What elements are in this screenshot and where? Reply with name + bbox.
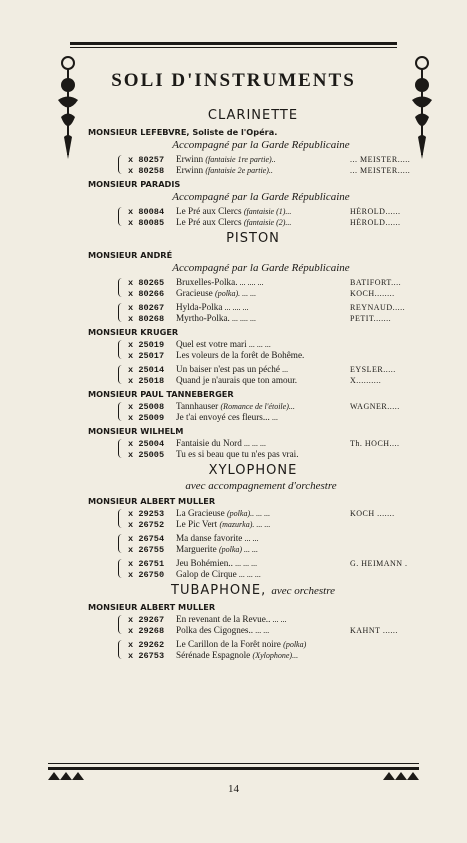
triangle-ornament-icon [48, 772, 84, 780]
top-rule [70, 42, 397, 45]
record-detail: (Romance de l'étoile)... [220, 402, 295, 411]
record-title-text: Quand je n'aurais que ton amour. [176, 374, 298, 385]
brace-icon [118, 439, 125, 458]
section-heading [88, 583, 418, 598]
record-number: x 25004 [128, 439, 165, 449]
record-number: x 25005 [128, 449, 165, 460]
record-pair [88, 639, 418, 660]
section-heading-text: TUBAPHONE, [171, 583, 267, 598]
record-pair [88, 401, 418, 422]
record-row [116, 519, 418, 530]
record-row [116, 614, 418, 625]
record-pair [88, 364, 418, 385]
record-detail: (fantaisie 2e partie).. [205, 165, 273, 175]
record-row [116, 625, 418, 636]
record-detail: (fantaisie 1re partie).. [205, 155, 276, 164]
composer: REYNAUD..... [350, 303, 406, 312]
record-detail: ... .... ... [232, 313, 257, 323]
record-title-text: Je t'ai envoyé ces fleurs... [176, 411, 270, 422]
artist-name: MONSIEUR PARADIS [88, 179, 181, 189]
record-title [176, 544, 350, 554]
brace-icon [118, 509, 125, 528]
record-number: x 29262 [128, 640, 165, 650]
record-title-text: Erwinn [176, 154, 204, 164]
record-title-text: Jeu Bohémien.. [176, 558, 233, 568]
record-row [116, 650, 418, 661]
record-row [116, 350, 418, 361]
record-title [176, 154, 350, 164]
record-number: x 26752 [128, 519, 165, 530]
record-title-text: Myrtho-Polka. [176, 312, 230, 323]
record-title [176, 206, 350, 216]
catalog-listing [88, 104, 418, 664]
composer: G. HEIMANN . [350, 559, 408, 568]
record-row [116, 302, 418, 313]
record-pair [88, 277, 418, 298]
record-row [116, 277, 418, 288]
brace-icon [118, 155, 125, 174]
record-detail: (polka).. ... ... [227, 509, 271, 518]
record-row [116, 544, 418, 555]
record-detail: (fantaisie (1)... [243, 207, 292, 216]
composer: KOCH ....... [350, 509, 395, 518]
section-heading [88, 463, 418, 478]
record-title-text: Le Pré aux Clercs [176, 206, 242, 216]
record-pair [88, 508, 418, 529]
record-title-text: Erwinn [176, 164, 204, 175]
composer: PETIT....... [350, 313, 392, 323]
record-title-text: Les voleurs de la forêt de Bohême. [176, 349, 305, 360]
composer: X.......... [350, 375, 382, 385]
record-row [116, 569, 418, 580]
brace-icon [118, 303, 125, 322]
record-number: x 80084 [128, 207, 165, 217]
record-title [176, 364, 350, 374]
triangle-ornament-icon [383, 772, 419, 780]
record-number: x 25014 [128, 365, 165, 375]
record-pair [88, 206, 418, 227]
composer: Th. HOCH.... [350, 439, 400, 448]
artist-name: MONSIEUR ALBERT MULLER [88, 496, 216, 506]
page-number: 14 [228, 783, 239, 795]
record-row [116, 313, 418, 324]
record-number: x 80258 [128, 165, 165, 176]
record-pair [88, 302, 418, 323]
record-title [176, 650, 350, 660]
record-row [116, 449, 418, 460]
record-row [116, 412, 418, 423]
record-title-text: Le Pic Vert [176, 518, 218, 529]
record-row [116, 206, 418, 217]
record-title-text: Ma danse favorite [176, 533, 243, 543]
composer: KOCH........ [350, 288, 395, 298]
section-heading [88, 108, 418, 123]
composer: EYSLER..... [350, 365, 396, 374]
record-number: x 29268 [128, 625, 165, 636]
artist-name: MONSIEUR KRUGER [88, 327, 179, 337]
record-number: x 26751 [128, 559, 165, 569]
record-pair [88, 339, 418, 360]
top-rule-thin [70, 47, 397, 48]
record-number: x 26755 [128, 544, 165, 555]
record-title [176, 519, 350, 529]
record-number: x 25019 [128, 340, 165, 350]
record-row [116, 438, 418, 449]
bottom-rule-thin [48, 763, 419, 764]
record-detail: (polka) [283, 640, 307, 649]
record-number: x 26754 [128, 534, 165, 544]
accompaniment-note: Accompagné par la Garde Républicaine [172, 191, 350, 203]
brace-icon [118, 559, 125, 578]
record-title [176, 558, 350, 568]
record-number: x 80267 [128, 303, 165, 313]
record-title-text: Fantaisie du Nord [176, 438, 242, 448]
record-title-text: Quel est votre mari [176, 339, 247, 349]
record-row [116, 288, 418, 299]
record-title [176, 302, 350, 312]
record-title-text: Le Pré aux Clercs [176, 216, 242, 227]
record-title-text: Tu es si beau que tu n'es pas vrai. [176, 448, 299, 459]
record-title-text: En revenant de la Revue.. [176, 614, 271, 624]
record-detail: ... ... ... [248, 340, 271, 349]
record-detail: (polka). ... ... [215, 288, 257, 298]
brace-icon [118, 207, 125, 226]
record-title [176, 375, 350, 385]
composer: KAHNT ...... [350, 625, 398, 635]
record-number: x 26753 [128, 650, 165, 661]
record-number: x 80268 [128, 313, 165, 324]
record-detail: ... .... ... [224, 303, 249, 312]
record-detail: ... .... ... [239, 278, 264, 287]
composer: HÉROLD...... [350, 207, 401, 216]
composer: HÉROLD...... [350, 217, 401, 227]
record-number: x 29253 [128, 509, 165, 519]
accompaniment-note: Accompagné par la Garde Républicaine [172, 262, 350, 274]
record-row [116, 639, 418, 650]
page-title: SOLI D'INSTRUMENTS [111, 70, 356, 91]
record-detail: ... ... ... [244, 439, 267, 448]
record-pair [88, 154, 418, 175]
record-pair [88, 558, 418, 579]
record-detail: (mazurka). ... ... [219, 519, 271, 529]
record-pair [88, 533, 418, 554]
record-title [176, 350, 350, 360]
record-title-text: Galop de Cirque [176, 568, 237, 579]
record-title [176, 438, 350, 448]
record-number: x 80085 [128, 217, 165, 228]
record-title [176, 412, 350, 422]
record-title [176, 533, 350, 543]
record-row [116, 508, 418, 519]
record-detail: ... ... ... [239, 569, 262, 579]
brace-icon [118, 365, 125, 384]
brace-icon [118, 278, 125, 297]
record-title [176, 614, 350, 624]
record-row [116, 154, 418, 165]
record-title [176, 288, 350, 298]
record-title-text: Un baiser n'est pas un péché [176, 364, 280, 374]
artist-name: MONSIEUR LEFEBVRE, Soliste de l'Opéra. [88, 127, 278, 137]
record-detail: ... ... [244, 534, 259, 543]
section-heading-text: PISTON [226, 231, 280, 246]
record-title-text: Hylda-Polka [176, 302, 223, 312]
record-title-text: Bruxelles-Polka. [176, 277, 238, 287]
composer: BATIFORT.... [350, 278, 402, 287]
composer: WAGNER..... [350, 402, 400, 411]
accompaniment-note: avec accompagnement d'orchestre [185, 480, 337, 492]
record-detail: (fantaisie (2)... [243, 217, 292, 227]
record-title-text: Gracieuse [176, 287, 213, 298]
record-detail: (polka) ... ... [218, 544, 259, 554]
record-detail: ... ... ... [235, 559, 258, 568]
record-title [176, 217, 350, 227]
composer: ... MEISTER..... [350, 165, 411, 175]
section-heading-text: XYLOPHONE [208, 463, 298, 478]
brace-icon [118, 402, 125, 421]
record-number: x 25017 [128, 350, 165, 361]
brace-icon [118, 640, 125, 659]
record-row [116, 533, 418, 544]
record-detail: (Xylophone)... [252, 650, 299, 660]
artist-name: MONSIEUR PAUL TANNEBERGER [88, 389, 234, 399]
artist-name: MONSIEUR ALBERT MULLER [88, 602, 216, 612]
record-title [176, 277, 350, 287]
record-title [176, 401, 350, 411]
record-title [176, 165, 350, 175]
record-title [176, 339, 350, 349]
record-number: x 29267 [128, 615, 165, 625]
composer: ... MEISTER..... [350, 155, 411, 164]
record-detail: ... [272, 412, 279, 422]
section-heading-text: CLARINETTE [207, 108, 299, 123]
record-detail: ... ... [272, 615, 287, 624]
record-title [176, 313, 350, 323]
record-pair [88, 614, 418, 635]
record-detail: ... ... [255, 625, 270, 635]
record-number: x 25008 [128, 402, 165, 412]
brace-icon [118, 615, 125, 634]
record-title [176, 508, 350, 518]
record-detail: ... [282, 365, 289, 374]
record-title [176, 569, 350, 579]
record-title-text: Le Carillon de la Forêt noire [176, 639, 281, 649]
artist-name: MONSIEUR WILHELM [88, 426, 184, 436]
record-title-text: Polka des Cigognes.. [176, 624, 254, 635]
record-number: x 80257 [128, 155, 165, 165]
accompaniment-note: Accompagné par la Garde Républicaine [172, 139, 350, 151]
record-title [176, 449, 350, 459]
record-title [176, 639, 350, 649]
record-number: x 25018 [128, 375, 165, 386]
record-row [116, 401, 418, 412]
section-heading [88, 231, 418, 246]
record-title-text: Sérénade Espagnole [176, 649, 251, 660]
record-row [116, 558, 418, 569]
record-title [176, 625, 350, 635]
record-row [116, 364, 418, 375]
brace-icon [118, 340, 125, 359]
bottom-rule [48, 767, 419, 770]
brace-icon [118, 534, 125, 553]
record-row [116, 217, 418, 228]
record-title-text: Tannhauser [176, 401, 219, 411]
record-title-text: Marguerite [176, 543, 217, 554]
record-row [116, 375, 418, 386]
record-number: x 26750 [128, 569, 165, 580]
artist-name: MONSIEUR ANDRÉ [88, 250, 173, 260]
record-pair [88, 438, 418, 459]
record-row [116, 339, 418, 350]
record-row [116, 165, 418, 176]
record-number: x 80265 [128, 278, 165, 288]
section-subheading: avec orchestre [271, 585, 335, 597]
record-number: x 80266 [128, 288, 165, 299]
record-number: x 25009 [128, 412, 165, 423]
record-title-text: La Gracieuse [176, 508, 225, 518]
